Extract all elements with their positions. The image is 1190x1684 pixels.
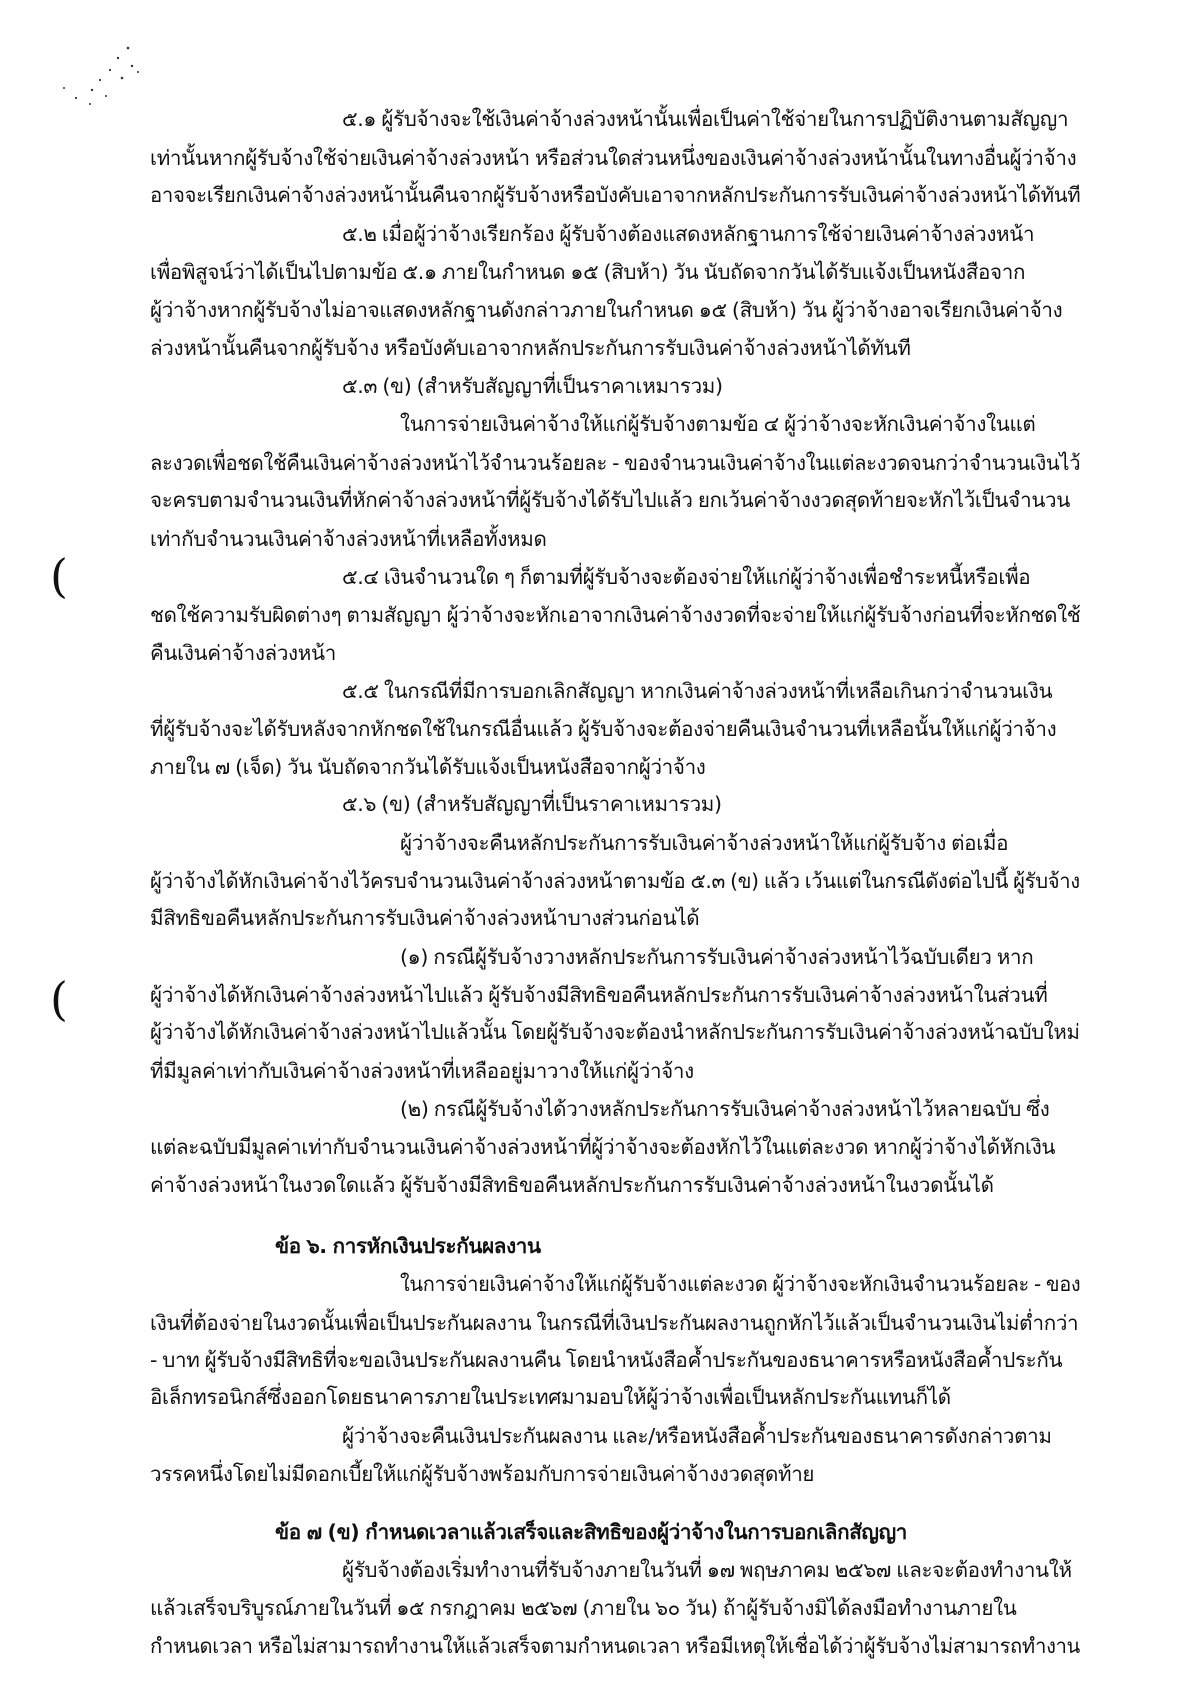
section-7-heading: ข้อ ๗ (ข) กำหนดเวลาแล้วเสร็จและสิทธิของผู้ว่าจ้างในการบอกเลิกสัญญา bbox=[275, 1520, 908, 1545]
text-line: อาจจะเรียกเงินค่าจ้างล่วงหน้านั้นคืนจากผู้รับจ้างหรือบังคับเอาจากหลักประกันการรับเงินค่าจ้างล่วงหน้าได้ทันที bbox=[150, 183, 1081, 208]
text-line: ผู้ว่าจ้างหากผู้รับจ้างไม่อาจแสดงหลักฐานดังกล่าวภายในกำหนด ๑๕ (สิบห้า) วัน ผู้ว่าจ้างอาจเรียกเงินค่าจ้าง bbox=[150, 298, 1063, 323]
text-line: ล่วงหน้านั้นคืนจากผู้รับจ้าง หรือบังคับเอาจากหลักประกันการรับเงินค่าจ้างล่วงหน้าได้ทันที bbox=[150, 335, 911, 360]
text-line: อิเล็กทรอนิกส์ซึ่งออกโดยธนาคารภายในประเทศมามอบให้ผู้ว่าจ้างเพื่อเป็นหลักประกันแทนก็ได้ bbox=[150, 1385, 951, 1410]
text-line: ๕.๔ เงินจำนวนใด ๆ ก็ตามที่ผู้รับจ้างจะต้องจ่ายให้แก่ผู้ว่าจ้างเพื่อชำระหนี้หรือเพื่อ bbox=[342, 564, 1031, 589]
text-line: ผู้ว่าจ้างได้หักเงินค่าจ้างล่วงหน้าไปแล้วนั้น โดยผู้รับจ้างจะต้องนำหลักประกันการรับเงินค่าจ้างล่วงหน้าฉบับใหม่ bbox=[150, 1020, 1080, 1045]
text-line: วรรคหนึ่งโดยไม่มีดอกเบี้ยให้แก่ผู้รับจ้างพร้อมกับการจ่ายเงินค่าจ้างงวดสุดท้าย bbox=[150, 1462, 815, 1487]
text-line: ๕.๑ ผู้รับจ้างจะใช้เงินค่าจ้างล่วงหน้านั้นเพื่อเป็นค่าใช้จ่ายในการปฏิบัติงานตามสัญญา bbox=[342, 107, 1069, 132]
text-line: ผู้ว่าจ้างได้หักเงินค่าจ้างไว้ครบจำนวนเงินค่าจ้างล่วงหน้าตามข้อ ๕.๓ (ข) แล้ว เว้นแต่ในกรณีดังต่อไปนี้ ผู้รับจ้าง bbox=[150, 868, 1080, 893]
text-line: กำหนดเวลา หรือไม่สามารถทำงานให้แล้วเสร็จตามกำหนดเวลา หรือมีเหตุให้เชื่อได้ว่าผู้รับจ้างไม่สามารถทำงาน bbox=[150, 1634, 1080, 1659]
text-line: ผู้ว่าจ้างจะคืนเงินประกันผลงาน และ/หรือหนังสือค้ำประกันของธนาคารดังกล่าวตาม bbox=[342, 1423, 1052, 1448]
text-line: เท่ากับจำนวนเงินค่าจ้างล่วงหน้าที่เหลือทั้งหมด bbox=[150, 526, 547, 551]
text-line: แล้วเสร็จบริบูรณ์ภายในวันที่ ๑๕ กรกฎาคม ๒๕๖๗ (ภายใน ๖๐ วัน) ถ้าผู้รับจ้างมิได้ลงมือทำงานภายใน bbox=[150, 1595, 1017, 1620]
text-line: ๕.๖ (ข) (สำหรับสัญญาที่เป็นราคาเหมารวม) bbox=[342, 792, 722, 817]
text-line: ผู้ว่าจ้างจะคืนหลักประกันการรับเงินค่าจ้างล่วงหน้าให้แก่ผู้รับจ้าง ต่อเมื่อ bbox=[400, 830, 1009, 855]
text-line: ในการจ่ายเงินค่าจ้างให้แก่ผู้รับจ้างตามข้อ ๔ ผู้ว่าจ้างจะหักเงินค่าจ้างในแต่ bbox=[400, 412, 1036, 437]
text-line: ที่มีมูลค่าเท่ากับเงินค่าจ้างล่วงหน้าที่เหลืออยู่มาวางให้แก่ผู้ว่าจ้าง bbox=[150, 1058, 694, 1083]
text-line: เงินที่ต้องจ่ายในงวดนั้นเพื่อเป็นประกันผลงาน ในกรณีที่เงินประกันผลงานถูกหักไว้แล้วเป็นจำนวนเงินไม่ต่ำกว่า bbox=[150, 1310, 1079, 1335]
text-line: ๕.๓ (ข) (สำหรับสัญญาที่เป็นราคาเหมารวม) bbox=[342, 374, 723, 399]
text-line: แต่ละฉบับมีมูลค่าเท่ากับจำนวนเงินค่าจ้างล่วงหน้าที่ผู้ว่าจ้างจะต้องหักไว้ในแต่ละงวด หากผู้ว่าจ้างได้หักเงิน bbox=[150, 1134, 1056, 1159]
scan-speck-marks bbox=[52, 42, 152, 112]
text-line: ๕.๕ ในกรณีที่มีการบอกเลิกสัญญา หากเงินค่าจ้างล่วงหน้าที่เหลือเกินกว่าจำนวนเงิน bbox=[342, 679, 1053, 704]
text-line: จะครบตามจำนวนเงินที่หักค่าจ้างล่วงหน้าที่ผู้รับจ้างได้รับไปแล้ว ยกเว้นค่าจ้างงวดสุดท้ายจะหักไว้เป็นจำนวน bbox=[150, 488, 1070, 513]
section-6-heading: ข้อ ๖. การหักเงินประกันผลงาน bbox=[275, 1233, 541, 1258]
text-line: ที่ผู้รับจ้างจะได้รับหลังจากหักชดใช้ในกรณีอื่นแล้ว ผู้รับจ้างจะต้องจ่ายคืนเงินจำนวนที่เหลือนั้นให้แก่ผู้ว่าจ้าง bbox=[150, 717, 1057, 742]
text-line: ชดใช้ความรับผิดต่างๆ ตามสัญญา ผู้ว่าจ้างจะหักเอาจากเงินค่าจ้างงวดที่จะจ่ายให้แก่ผู้รับจ้างก่อนที่จะหักชดใช้ bbox=[150, 603, 1081, 628]
text-line: ผู้ว่าจ้างได้หักเงินค่าจ้างล่วงหน้าไปแล้ว ผู้รับจ้างมีสิทธิขอคืนหลักประกันการรับเงินค่าจ้างล่วงหน้าในส่วนที่ bbox=[150, 983, 1048, 1008]
text-line: เพื่อพิสูจน์ว่าได้เป็นไปตามข้อ ๕.๑ ภายในกำหนด ๑๕ (สิบห้า) วัน นับถัดจากวันได้รับแจ้งเป็นหนังสือจาก bbox=[150, 259, 1026, 284]
text-line: (๒) กรณีผู้รับจ้างได้วางหลักประกันการรับเงินค่าจ้างล่วงหน้าไว้หลายฉบับ ซึ่ง bbox=[400, 1097, 1050, 1122]
text-line: (๑) กรณีผู้รับจ้างวางหลักประกันการรับเงินค่าจ้างล่วงหน้าไว้ฉบับเดียว หาก bbox=[400, 944, 1034, 969]
margin-mark: ( bbox=[50, 972, 68, 1027]
margin-mark: ( bbox=[50, 549, 68, 604]
text-line: ภายใน ๗ (เจ็ด) วัน นับถัดจากวันได้รับแจ้งเป็นหนังสือจากผู้ว่าจ้าง bbox=[150, 754, 706, 779]
text-line: ละงวดเพื่อชดใช้คืนเงินค่าจ้างล่วงหน้าไว้จำนวนร้อยละ - ของจำนวนเงินค่าจ้างในแต่ละงวดจนกว่าจำนวนเงินไว้ bbox=[150, 450, 1081, 475]
text-line: ผู้รับจ้างต้องเริ่มทำงานที่รับจ้างภายในวันที่ ๑๗ พฤษภาคม ๒๕๖๗ และจะต้องทำงานให้ bbox=[342, 1558, 1072, 1583]
text-line: ค่าจ้างล่วงหน้าในงวดใดแล้ว ผู้รับจ้างมีสิทธิขอคืนหลักประกันการรับเงินค่าจ้างล่วงหน้าในงวดนั้นได้ bbox=[150, 1172, 994, 1197]
text-line: - บาท ผู้รับจ้างมีสิทธิที่จะขอเงินประกันผลงานคืน โดยนำหนังสือค้ำประกันของธนาคารหรือหนังสือค้ำประกัน bbox=[150, 1347, 1063, 1372]
text-line: คืนเงินค่าจ้างล่วงหน้า bbox=[150, 640, 336, 665]
text-line: ๕.๒ เมื่อผู้ว่าจ้างเรียกร้อง ผู้รับจ้างต้องแสดงหลักฐานการใช้จ่ายเงินค่าจ้างล่วงหน้า bbox=[342, 221, 1035, 246]
text-line: มีสิทธิขอคืนหลักประกันการรับเงินค่าจ้างล่วงหน้าบางส่วนก่อนได้ bbox=[150, 906, 700, 931]
text-line: ในการจ่ายเงินค่าจ้างให้แก่ผู้รับจ้างแต่ละงวด ผู้ว่าจ้างจะหักเงินจำนวนร้อยละ - ของ bbox=[400, 1272, 1081, 1297]
text-line: เท่านั้นหากผู้รับจ้างใช้จ่ายเงินค่าจ้างล่วงหน้า หรือส่วนใดส่วนหนึ่งของเงินค่าจ้างล่วงหน้านั้นในทางอื่นผู้ว่าจ้าง bbox=[150, 145, 1077, 170]
